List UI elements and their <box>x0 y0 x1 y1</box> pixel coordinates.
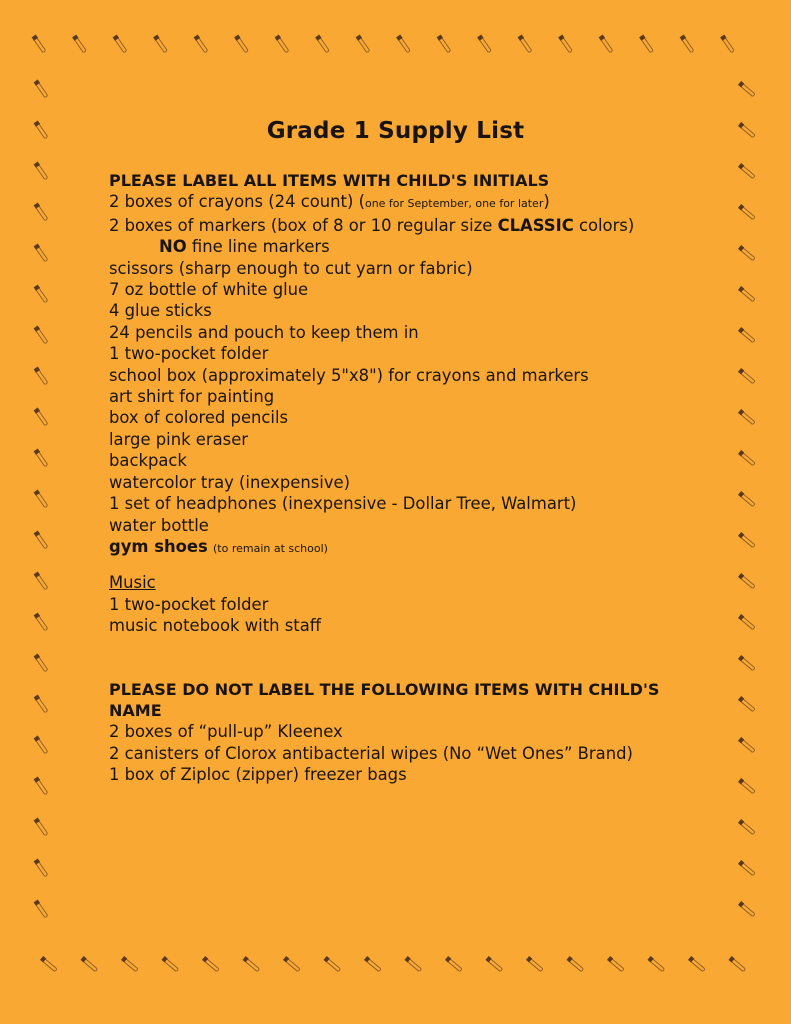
list-item: 1 two-pocket folder <box>109 594 269 614</box>
list-item: school box (approximately 5"x8") for crayons and markers <box>109 365 589 385</box>
safety-pin-icon <box>738 409 756 425</box>
list-item-markers <box>109 215 709 236</box>
safety-pin-icon <box>34 859 49 877</box>
safety-pin-icon <box>34 777 49 795</box>
safety-pin-icon <box>607 956 625 972</box>
markers-post: colors) <box>573 215 635 235</box>
list-item: music notebook with staff <box>109 616 322 636</box>
safety-pin-icon <box>738 163 756 179</box>
list-item-crayons <box>109 191 709 214</box>
safety-pin-icon <box>275 35 290 53</box>
safety-pin-icon <box>738 655 756 671</box>
safety-pin-icon <box>356 35 371 53</box>
safety-pin-icon <box>738 491 756 507</box>
safety-pin-icon <box>526 956 544 972</box>
safety-pin-icon <box>34 326 49 344</box>
music-heading: Music <box>109 573 156 593</box>
safety-pin-icon <box>32 35 47 53</box>
crayons-close: ) <box>543 192 550 212</box>
list-item: 2 canisters of Clorox antibacterial wipes (No “Wet Ones” Brand) <box>109 743 633 763</box>
safety-pin-icon <box>485 956 503 972</box>
list-item-gym-shoes <box>109 536 709 559</box>
list-item: 4 glue sticks <box>109 301 212 321</box>
section-heading-label-items: PLEASE LABEL ALL ITEMS WITH CHILD'S INITIALS <box>109 171 550 190</box>
safety-pin-icon <box>34 572 49 590</box>
crayons-note: one for September, one for later <box>364 197 544 211</box>
safety-pin-icon <box>153 35 168 53</box>
safety-pin-icon <box>437 35 452 53</box>
safety-pin-icon <box>34 80 49 98</box>
safety-pin-icon <box>477 35 492 53</box>
safety-pin-icon <box>445 956 463 972</box>
list-item: 1 set of headphones (inexpensive - Dollar Tree, Walmart) <box>109 494 577 514</box>
safety-pin-icon <box>315 35 330 53</box>
safety-pin-icon <box>647 956 665 972</box>
safety-pin-icon <box>738 245 756 261</box>
safety-pin-icon <box>738 696 756 712</box>
safety-pin-icon <box>34 654 49 672</box>
safety-pin-icon <box>404 956 422 972</box>
safety-pin-icon <box>738 778 756 794</box>
list-item: large pink eraser <box>109 429 249 449</box>
list-item-no-fine-line <box>109 236 709 257</box>
safety-pin-icon <box>113 35 128 53</box>
safety-pin-icon <box>738 368 756 384</box>
safety-pin-icon <box>720 35 735 53</box>
gym-shoes-text: gym shoes <box>109 536 208 556</box>
safety-pin-icon <box>34 408 49 426</box>
safety-pin-icon <box>72 35 87 53</box>
list-item: 1 two-pocket folder <box>109 344 269 364</box>
safety-pin-icon <box>558 35 573 53</box>
list-item: art shirt for painting <box>109 387 275 407</box>
safety-pin-icon <box>283 956 301 972</box>
safety-pin-icon <box>242 956 260 972</box>
safety-pin-icon <box>738 204 756 220</box>
no-fine-text: fine line markers <box>186 237 330 257</box>
list-item: watercolor tray (inexpensive) <box>109 472 351 492</box>
safety-pin-icon <box>738 819 756 835</box>
safety-pin-icon <box>34 900 49 918</box>
safety-pin-icon <box>738 450 756 466</box>
supply-list <box>109 112 709 786</box>
safety-pin-icon <box>80 956 98 972</box>
safety-pin-icon <box>688 956 706 972</box>
safety-pin-icon <box>323 956 341 972</box>
list-item: water bottle <box>109 515 209 535</box>
safety-pin-icon <box>738 901 756 917</box>
no-emphasis: NO <box>159 237 187 257</box>
safety-pin-icon <box>34 613 49 631</box>
list-item: 1 box of Ziploc (zipper) freezer bags <box>109 765 407 785</box>
safety-pin-icon <box>738 860 756 876</box>
safety-pin-icon <box>396 35 411 53</box>
safety-pin-icon <box>121 956 139 972</box>
list-item: 7 oz bottle of white glue <box>109 280 309 300</box>
safety-pin-icon <box>34 531 49 549</box>
safety-pin-icon <box>680 35 695 53</box>
safety-pin-icon <box>34 285 49 303</box>
safety-pin-icon <box>234 35 249 53</box>
safety-pin-icon <box>34 367 49 385</box>
safety-pin-icon <box>599 35 614 53</box>
safety-pin-icon <box>40 956 58 972</box>
safety-pin-icon <box>738 573 756 589</box>
safety-pin-icon <box>161 956 179 972</box>
safety-pin-icon <box>34 203 49 221</box>
list-item: scissors (sharp enough to cut yarn or fabric) <box>109 258 473 278</box>
section-heading-do-not-label: PLEASE DO NOT LABEL THE FOLLOWING ITEMS WITH CHILD'S NAME <box>109 679 660 720</box>
safety-pin-icon <box>738 737 756 753</box>
list-item: 2 boxes of “pull-up” Kleenex <box>109 722 343 742</box>
page-title: Grade 1 Supply List <box>266 118 525 144</box>
safety-pin-icon <box>738 81 756 97</box>
safety-pin-icon <box>738 532 756 548</box>
safety-pin-icon <box>738 327 756 343</box>
list-item: 24 pencils and pouch to keep them in <box>109 322 419 342</box>
safety-pin-icon <box>34 695 49 713</box>
safety-pin-icon <box>202 956 220 972</box>
gym-shoes-note: (to remain at school) <box>212 541 328 555</box>
safety-pin-icon <box>34 736 49 754</box>
safety-pin-icon <box>34 490 49 508</box>
safety-pin-icon <box>34 244 49 262</box>
safety-pin-icon <box>518 35 533 53</box>
safety-pin-icon <box>738 614 756 630</box>
list-item: box of colored pencils <box>109 408 289 428</box>
safety-pin-icon <box>566 956 584 972</box>
safety-pin-icon <box>728 956 746 972</box>
crayons-text: 2 boxes of crayons (24 count) ( <box>109 192 365 212</box>
list-item: backpack <box>109 451 187 471</box>
safety-pin-icon <box>194 35 209 53</box>
markers-classic: CLASSIC <box>497 215 574 235</box>
safety-pin-icon <box>34 818 49 836</box>
safety-pin-icon <box>364 956 382 972</box>
markers-text: 2 boxes of markers (box of 8 or 10 regular size <box>109 215 498 235</box>
safety-pin-icon <box>639 35 654 53</box>
safety-pin-icon <box>34 162 49 180</box>
safety-pin-icon <box>34 449 49 467</box>
safety-pin-icon <box>738 286 756 302</box>
